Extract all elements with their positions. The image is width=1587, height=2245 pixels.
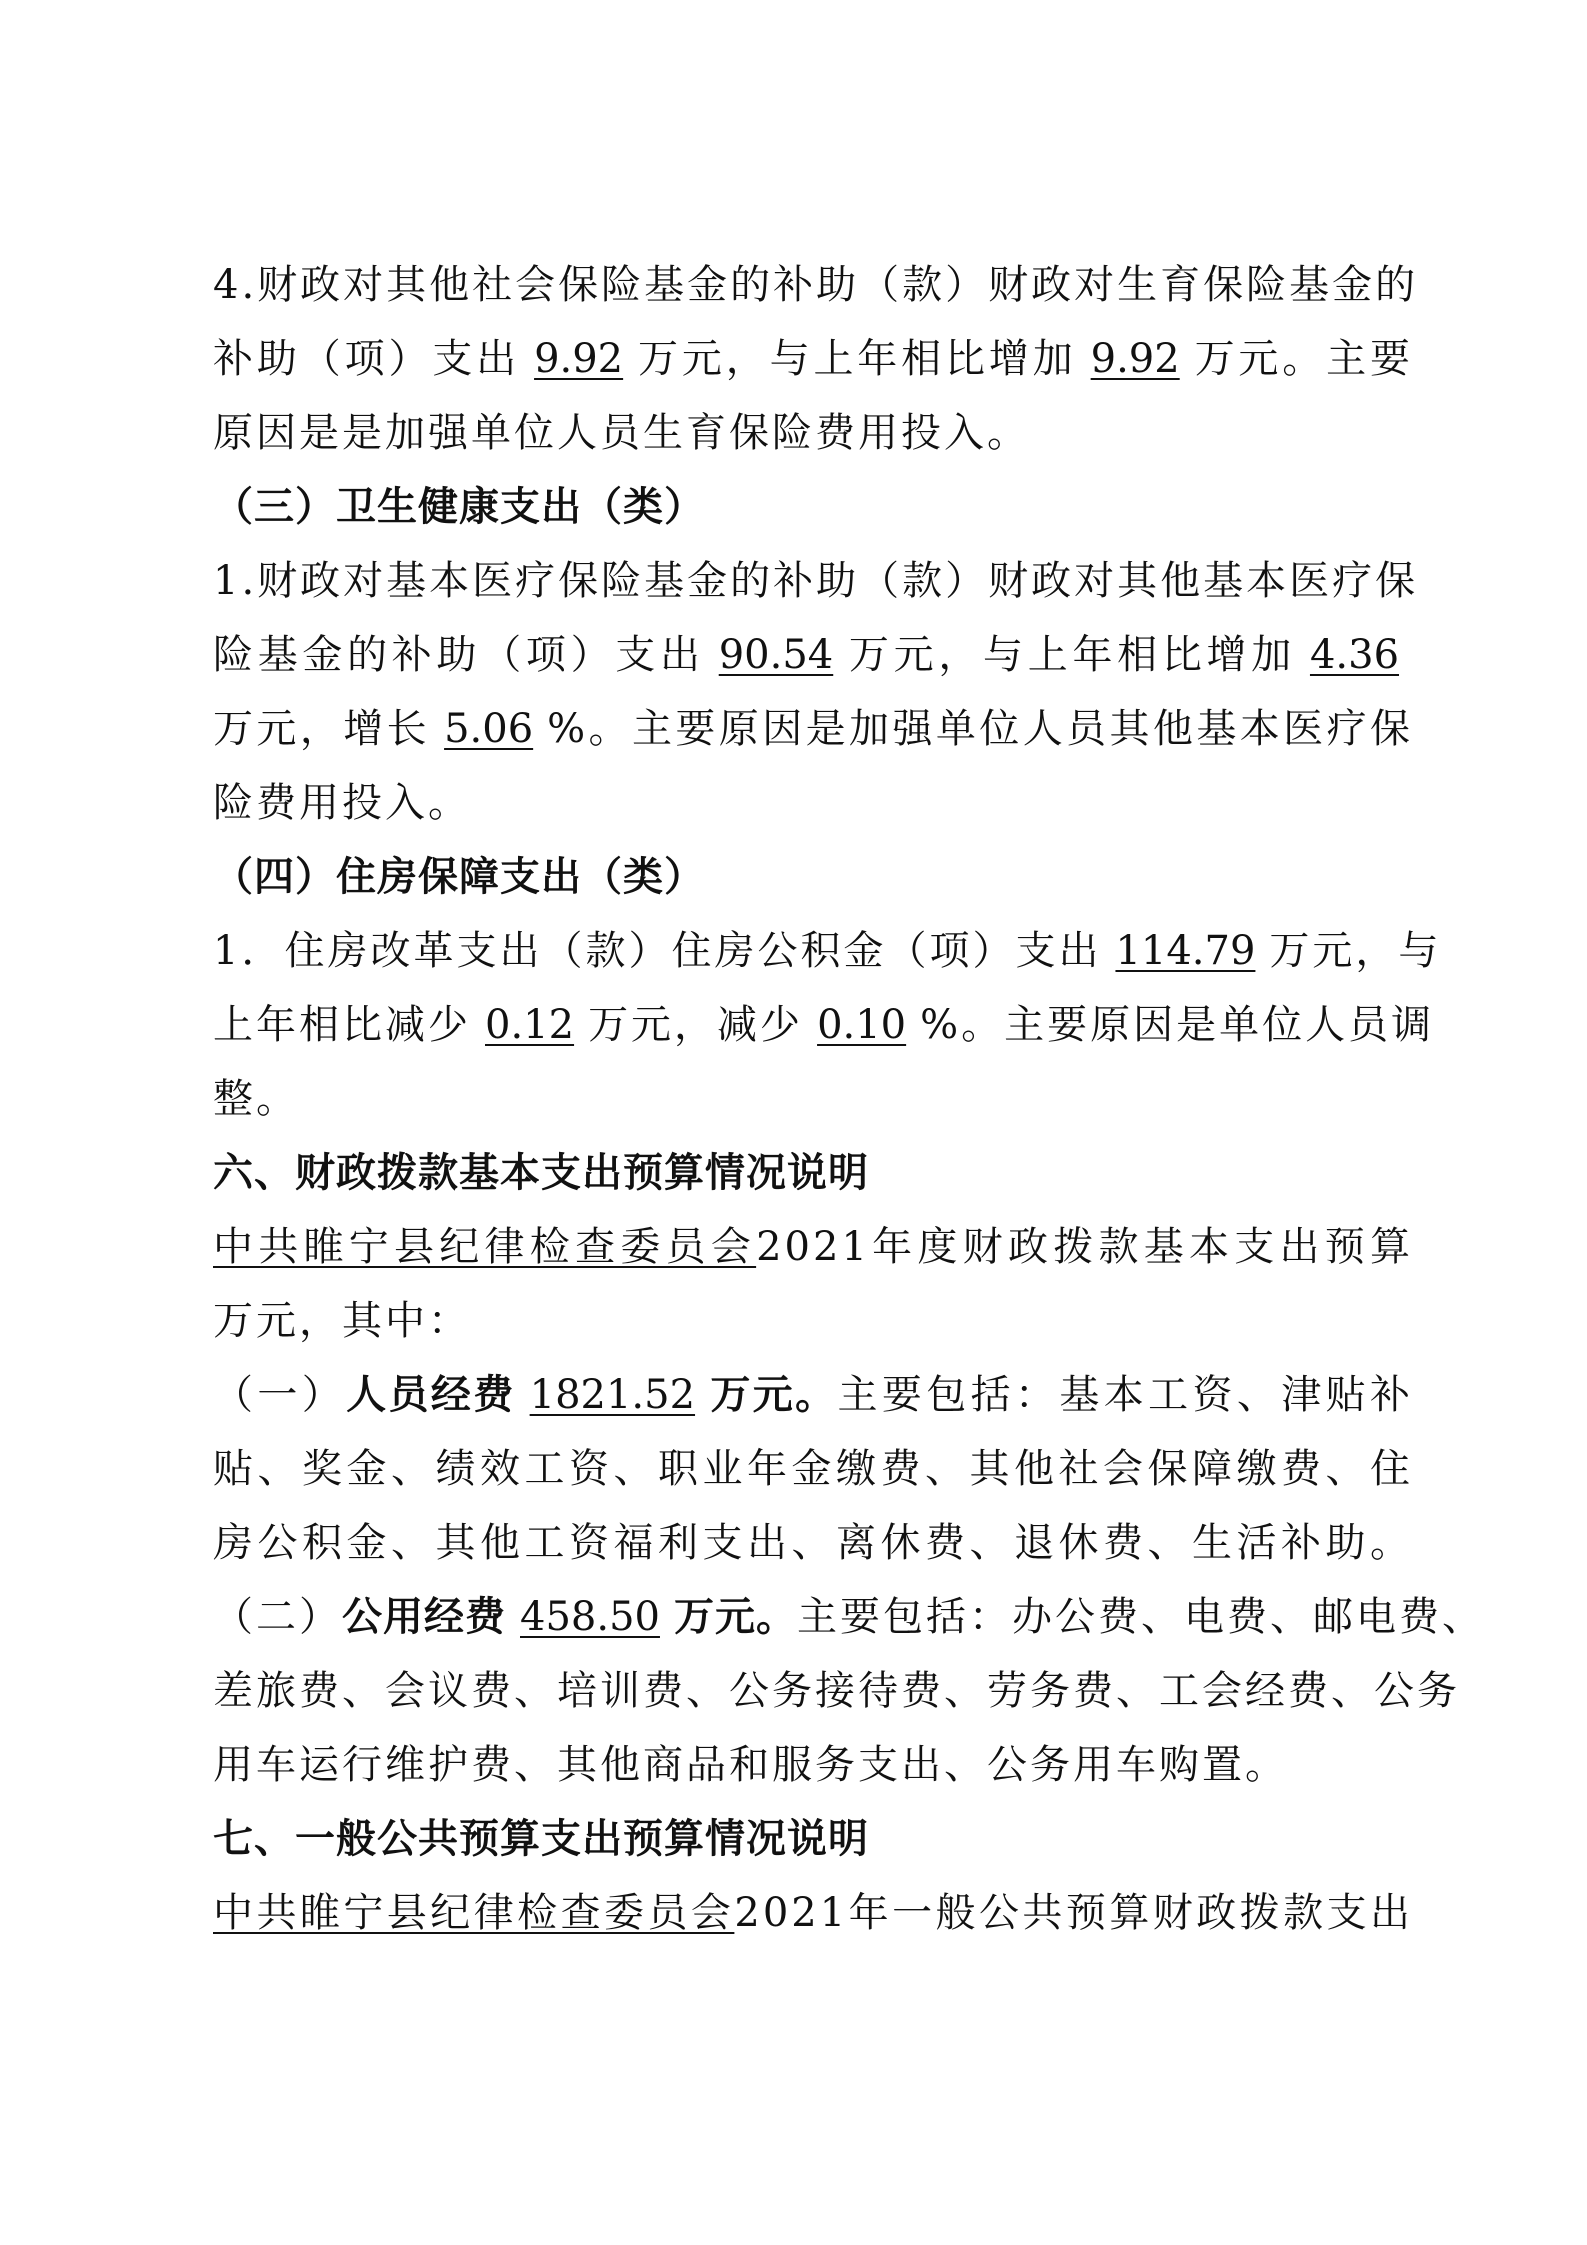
text: 1.财政对基本医疗保险基金的补助（款）财政对其他基本医疗保 bbox=[213, 558, 1419, 604]
item-label: 公用经费 bbox=[342, 1594, 506, 1640]
text: （二） bbox=[213, 1594, 342, 1640]
amount-value: 0.12 bbox=[485, 1002, 575, 1048]
paragraph-line bbox=[213, 618, 1413, 692]
text: 险费用投入。 bbox=[213, 780, 471, 826]
paragraph-line bbox=[213, 1210, 1413, 1284]
paragraph-line bbox=[213, 988, 1435, 1062]
text: 原因是是加强单位人员生育保险费用投入。 bbox=[213, 410, 1030, 456]
text: 万元，其中： bbox=[213, 1298, 471, 1344]
text: 整。 bbox=[213, 1076, 299, 1122]
text: 2021年度财政拨款基本支出预算 bbox=[756, 1224, 1414, 1270]
text: 万元，减少 bbox=[588, 1002, 804, 1048]
amount-value: 114.79 bbox=[1115, 928, 1256, 974]
section-heading: （三）卫生健康支出（类） bbox=[213, 484, 705, 530]
amount-value: 4.36 bbox=[1309, 632, 1400, 678]
text: 4.财政对其他社会保险基金的补助（款）财政对生育保险基金的 bbox=[213, 262, 1419, 308]
text: 补助（项）支出 bbox=[213, 336, 521, 382]
paragraph-line bbox=[213, 322, 1413, 396]
text: （一） bbox=[213, 1372, 347, 1418]
text: %。主要原因是加强单位人员其他基本医疗保 bbox=[547, 706, 1414, 752]
paragraph-line bbox=[213, 544, 1419, 618]
paragraph-line bbox=[213, 692, 1413, 766]
percent-value: 5.06 bbox=[444, 706, 534, 752]
paragraph-line bbox=[213, 1654, 1460, 1728]
organization-name: 中共睢宁县纪律检查委员会 bbox=[213, 1890, 735, 1936]
unit-label: 万元。 bbox=[673, 1594, 797, 1640]
text: 主要包括：办公费、电费、邮电费、 bbox=[796, 1594, 1485, 1640]
paragraph-line bbox=[213, 1580, 1485, 1654]
percent-value: 0.10 bbox=[817, 1002, 907, 1048]
item-label: 人员经费 bbox=[346, 1372, 516, 1418]
paragraph-line bbox=[213, 766, 1413, 840]
paragraph-line bbox=[213, 396, 1413, 470]
paragraph-line bbox=[213, 1358, 1413, 1432]
text: 万元，与上年相比增加 bbox=[637, 336, 1077, 382]
text: 上年相比减少 bbox=[213, 1002, 471, 1048]
text: 万元，与上年相比增加 bbox=[847, 632, 1296, 678]
document-page bbox=[213, 248, 1485, 1950]
amount-value: 9.92 bbox=[534, 336, 624, 382]
amount-value: 458.50 bbox=[520, 1594, 660, 1640]
amount-value: 90.54 bbox=[718, 632, 834, 678]
text: 差旅费、会议费、培训费、公务接待费、劳务费、工会经费、公务 bbox=[213, 1668, 1460, 1714]
text: 1．住房改革支出（款）住房公积金（项）支出 bbox=[213, 928, 1102, 974]
text: 房公积金、其他工资福利支出、离休费、退休费、生活补助。 bbox=[213, 1520, 1413, 1566]
paragraph-line bbox=[213, 248, 1419, 322]
text: 万元，增长 bbox=[213, 706, 431, 752]
section-heading: （四）住房保障支出（类） bbox=[213, 854, 705, 900]
text: 万元，与 bbox=[1269, 928, 1442, 974]
paragraph-line bbox=[213, 1062, 1413, 1136]
text: 万元。主要 bbox=[1193, 336, 1414, 382]
section-heading: 六、财政拨款基本支出预算情况说明 bbox=[213, 1150, 869, 1196]
paragraph-line bbox=[213, 1876, 1413, 1950]
section-heading: 七、一般公共预算支出预算情况说明 bbox=[213, 1816, 869, 1862]
paragraph-line bbox=[213, 1506, 1413, 1580]
text: 贴、奖金、绩效工资、职业年金缴费、其他社会保障缴费、住 bbox=[213, 1446, 1413, 1492]
unit-label: 万元。 bbox=[709, 1372, 838, 1418]
amount-value: 9.92 bbox=[1090, 336, 1180, 382]
paragraph-line bbox=[213, 1432, 1413, 1506]
organization-name: 中共睢宁县纪律检查委员会 bbox=[213, 1224, 757, 1270]
text: 险基金的补助（项）支出 bbox=[213, 632, 705, 678]
text: 主要包括：基本工资、津贴补 bbox=[837, 1372, 1414, 1418]
paragraph-line bbox=[213, 1284, 1413, 1358]
text: 用车运行维护费、其他商品和服务支出、公务用车购置。 bbox=[213, 1742, 1288, 1788]
paragraph-line bbox=[213, 1728, 1413, 1802]
text: 2021年一般公共预算财政拨款支出 bbox=[734, 1890, 1414, 1936]
paragraph-line bbox=[213, 914, 1442, 988]
amount-value: 1821.52 bbox=[529, 1372, 696, 1418]
text: %。主要原因是单位人员调 bbox=[920, 1002, 1435, 1048]
